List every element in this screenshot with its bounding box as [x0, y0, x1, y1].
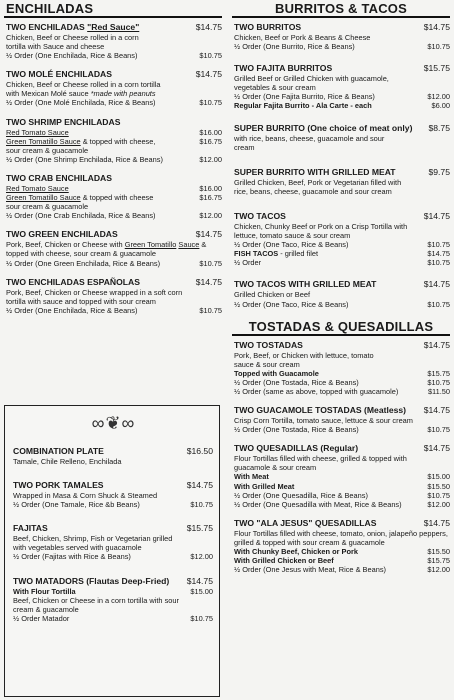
item-name-emphasis: "Red Sauce"	[87, 22, 140, 32]
item-description: Chicken, Chunky Beef or Pork on a Crisp Tortilla with lettuce, tomato sauce & sour cream	[234, 221, 408, 241]
item-price: $14.75	[423, 405, 450, 416]
option-price: $15.75	[427, 368, 450, 378]
menu-item	[6, 229, 222, 267]
menu-item	[6, 277, 222, 315]
burritos-heading: BURRITOS & TACOS	[232, 0, 450, 18]
sauce-option: Red Tomato Sauce	[6, 183, 69, 193]
item-price: $14.75	[423, 443, 450, 454]
menu-item	[6, 22, 222, 60]
menu-item	[234, 167, 450, 196]
half-order-price: $12.00	[427, 565, 450, 575]
item-price: $14.75	[423, 22, 450, 32]
menu-item	[234, 211, 450, 267]
menu-item	[234, 518, 450, 574]
sauce-option: Green Tomatillo Sauce	[6, 193, 81, 203]
item-price: $14.75	[423, 517, 450, 528]
menu-item	[234, 405, 450, 434]
item-name: TWO "ALA JESUS" QUESADILLAS	[234, 517, 377, 528]
half-order-label: ½ Order (One Tamale, Rice &b Beans)	[13, 500, 140, 510]
option-price: $15.50	[427, 481, 450, 491]
half-order-label: ½ Order (One Jesus with Meat, Rice & Beans)	[234, 565, 386, 575]
item-description: Beef, Chicken or Cheese in a corn tortilla with sour cream & guacamole	[13, 595, 179, 614]
half-order-label: ½ Order	[234, 258, 262, 268]
item-price: $14.75	[423, 279, 450, 290]
item-price: $14.75	[186, 575, 213, 586]
fish-tacos-detail: - grilled filet	[278, 249, 319, 259]
half-order-price: $12.00	[199, 154, 222, 164]
half-order-label: ½ Order (One Green Enchilada, Rice & Beans)	[6, 258, 161, 268]
item-description: Wrapped in Masa & Corn Shuck & Steamed	[13, 491, 158, 501]
ala-carte-price: $6.00	[431, 101, 450, 111]
item-description: Pork, Beef, Chicken or Cheese wrapped in a soft corn tortilla with sauce and topped with sour cream	[6, 287, 183, 306]
item-description: Chicken, Beef or Pork & Beans & Cheese	[234, 33, 371, 42]
item-price: $14.75	[195, 276, 222, 287]
item-description: Flour Tortillas filled with cheese, grilled & topped with guacamole & sour cream	[234, 454, 407, 473]
right-column	[228, 0, 454, 574]
sauce-option-detail: & topped with cheese	[80, 193, 154, 203]
half-order-price: $11.50	[427, 386, 450, 396]
item-price: $9.75	[428, 166, 450, 177]
item-name: TWO CRAB ENCHILADAS	[6, 172, 112, 183]
menu-item	[13, 523, 213, 561]
item-price: $14.75	[195, 69, 222, 80]
item-price: $14.75	[195, 22, 222, 32]
item-name: TWO GUACAMOLE TOSTADAS (Meatless)	[234, 405, 407, 416]
half-order-price: $12.00	[427, 499, 450, 509]
variant-label: With Flour Tortilla	[13, 586, 76, 596]
item-description: Grilled Chicken, Beef, Pork or Vegetarian filled with rice, beans, cheese, guacamole and sour cream	[234, 177, 402, 196]
sauce-option-detail: & topped with cheese,	[80, 136, 156, 146]
menu-item	[234, 340, 450, 396]
half-order-price: $10.75	[427, 299, 450, 309]
menu-item	[234, 22, 450, 51]
half-order-price: $10.75	[199, 305, 222, 315]
variant-price: $15.00	[190, 586, 213, 596]
menu-item	[234, 123, 450, 152]
half-order-price: $10.75	[427, 258, 450, 268]
item-name: TWO TOSTADAS	[234, 339, 303, 350]
item-description: Flour Tortillas filled with cheese, tomato, onion, jalapeño peppers, grilled & topped with sour cream & guacamole	[234, 528, 448, 547]
item-price: $14.75	[423, 339, 450, 350]
item-name: TWO TACOS	[234, 210, 286, 221]
half-order-price: $10.75	[427, 425, 450, 435]
sauce-option-price: $16.75	[199, 193, 222, 203]
allergen-note: *made with peanuts	[90, 89, 156, 99]
half-order-price: $10.75	[199, 51, 222, 61]
half-order-label: ½ Order (One Taco, Rice & Beans)	[234, 240, 349, 250]
item-price: $14.75	[186, 480, 213, 491]
item-name: TWO BURRITOS	[234, 22, 302, 32]
item-description-cont: & topped with cheese, sour cream & guacamole	[6, 240, 207, 259]
item-price: $15.75	[186, 523, 213, 534]
item-description: Crisp Corn Tortilla, tomato sauce, lettuce & sour cream	[234, 416, 413, 426]
half-order-label: ½ Order (One Taco, Rice & Beans)	[234, 299, 349, 309]
item-name: TWO SHRIMP ENCHILADAS	[6, 116, 121, 127]
item-name: TWO MATADORS (Flautas Deep-Fried)	[13, 575, 170, 586]
half-order-price: $10.75	[427, 377, 450, 387]
half-order-label: ½ Order (Fajitas with Rice & Beans)	[13, 552, 131, 562]
item-name: TWO PORK TAMALES	[13, 480, 104, 491]
item-price: $14.75	[423, 210, 450, 221]
item-name: SUPER BURRITO (One choice of meat only)	[234, 122, 413, 133]
menu-item	[13, 576, 213, 623]
sauce-highlight: Sauce	[178, 240, 200, 250]
half-order-label: ½ Order (One Burrito, Rice & Beans)	[234, 42, 355, 52]
half-order-label: ½ Order (One Enchilada, Rice & Beans)	[6, 305, 138, 315]
option-price: $15.50	[427, 547, 450, 556]
item-name: TWO FAJITA BURRITOS	[234, 63, 333, 74]
item-price: $15.75	[423, 63, 450, 74]
item-name: FAJITAS	[13, 523, 48, 534]
menu-item	[234, 279, 450, 308]
half-order-price: $10.75	[427, 490, 450, 500]
item-description: Pork, Beef, Chicken or Cheese with	[6, 240, 125, 250]
item-price: $8.75	[428, 122, 450, 133]
sauce-option-price: $16.75	[199, 136, 222, 146]
option-label: With Chunky Beef, Chicken or Pork	[234, 547, 358, 556]
half-order-price: $10.75	[427, 240, 450, 250]
half-order-label: ½ Order (One Quesadilla with Meat, Rice & Beans)	[234, 499, 402, 509]
menu-item	[13, 446, 213, 466]
item-name: TWO MOLÉ ENCHILADAS	[6, 69, 112, 80]
item-description: sour cream & guacamole	[6, 145, 89, 155]
half-order-price: $10.75	[199, 98, 222, 108]
option-label: With Grilled Meat	[234, 481, 295, 491]
item-description: with rice, beans, cheese, guacamole and sour cream	[234, 133, 385, 152]
half-order-price: $12.00	[190, 552, 213, 562]
half-order-label: ½ Order (same as above, topped with guacamole)	[234, 386, 399, 396]
half-order-label: ½ Order Matador	[13, 613, 70, 623]
item-description: Tamale, Chile Relleno, Enchilada	[13, 457, 122, 466]
specials-box	[4, 405, 220, 697]
option-label: Topped with Guacamole	[234, 368, 319, 378]
item-price: $16.50	[186, 446, 213, 456]
item-name: TWO TACOS WITH GRILLED MEAT	[234, 279, 377, 290]
half-order-price: $12.00	[427, 92, 450, 102]
menu-item	[6, 69, 222, 107]
half-order-price: $10.75	[199, 258, 222, 268]
half-order-label: ½ Order (One Quesadilla, Rice & Beans)	[234, 490, 368, 500]
item-price: $14.75	[195, 229, 222, 240]
half-order-label: ½ Order (One Tostada, Rice & Beans)	[234, 425, 359, 435]
fish-tacos-price: $14.75	[427, 249, 450, 259]
tostadas-heading: TOSTADAS & QUESADILLAS	[232, 318, 450, 336]
item-name: SUPER BURRITO WITH GRILLED MEAT	[234, 166, 396, 177]
half-order-label: ½ Order (One Molé Enchilada, Rice & Beans)	[6, 98, 156, 108]
menu-item	[234, 443, 450, 509]
ala-carte-label: Regular Fajita Burrito - Ala Carte - each	[234, 101, 372, 111]
option-label: With Grilled Chicken or Beef	[234, 556, 334, 566]
item-description: Beef, Chicken, Shrimp, Fish or Vegetarian grilled with vegetables served with guacamole	[13, 534, 173, 553]
item-name: TWO ENCHILADAS	[6, 22, 88, 32]
sauce-option-price: $16.00	[199, 183, 222, 193]
item-description: Pork, Beef, or Chicken with lettuce, tomato sauce & sour cream	[234, 350, 374, 369]
left-column	[0, 0, 226, 315]
half-order-price: $10.75	[427, 42, 450, 52]
sauce-highlight: Green Tomatillo	[124, 240, 177, 250]
item-name: TWO QUESADILLAS (Regular)	[234, 443, 359, 454]
fish-tacos-name: FISH TACOS	[234, 249, 279, 259]
option-price: $15.75	[427, 556, 450, 566]
item-description: sour cream & guacamole	[6, 202, 89, 212]
item-description: Chicken, Beef or Cheese rolled in a corn tortilla with Mexican Molé sauce	[6, 80, 161, 99]
item-name: COMBINATION PLATE	[13, 446, 104, 456]
menu-item	[13, 480, 213, 509]
enchiladas-heading: ENCHILADAS	[4, 0, 222, 18]
item-description: Chicken, Beef or Cheese rolled in a corn tortilla with Sauce and cheese	[6, 33, 139, 52]
half-order-label: ½ Order (One Fajita Burrito, Rice & Beans)	[234, 92, 375, 102]
item-description: Grilled Chicken or Beef	[234, 290, 310, 300]
half-order-label: ½ Order (One Tostada, Rice & Beans)	[234, 377, 359, 387]
half-order-label: ½ Order (One Crab Enchilada, Rice & Beans)	[6, 211, 156, 221]
menu-item	[6, 117, 222, 164]
option-price: $15.00	[427, 472, 450, 482]
sauce-option: Green Tomatillo Sauce	[6, 136, 81, 146]
item-description: Grilled Beef or Grilled Chicken with guacamole, vegetables & sour cream	[234, 74, 389, 93]
menu-item	[6, 173, 222, 220]
sauce-option: Red Tomato Sauce	[6, 127, 69, 137]
half-order-price: $10.75	[190, 613, 213, 623]
half-order-label: ½ Order (One Enchilada, Rice & Beans)	[6, 51, 138, 61]
half-order-price: $10.75	[190, 500, 213, 510]
item-name: TWO GREEN ENCHILADAS	[6, 229, 118, 240]
half-order-price: $12.00	[199, 211, 222, 221]
item-name: TWO ENCHILADAS ESPAÑOLAS	[6, 276, 140, 287]
half-order-label: ½ Order (One Shrimp Enchilada, Rice & Beans)	[6, 154, 163, 164]
menu-item	[234, 63, 450, 110]
sauce-option-price: $16.00	[199, 127, 222, 137]
option-label: With Meat	[234, 472, 269, 482]
flourish-ornament: ∞ ❦ ∞	[91, 413, 133, 433]
